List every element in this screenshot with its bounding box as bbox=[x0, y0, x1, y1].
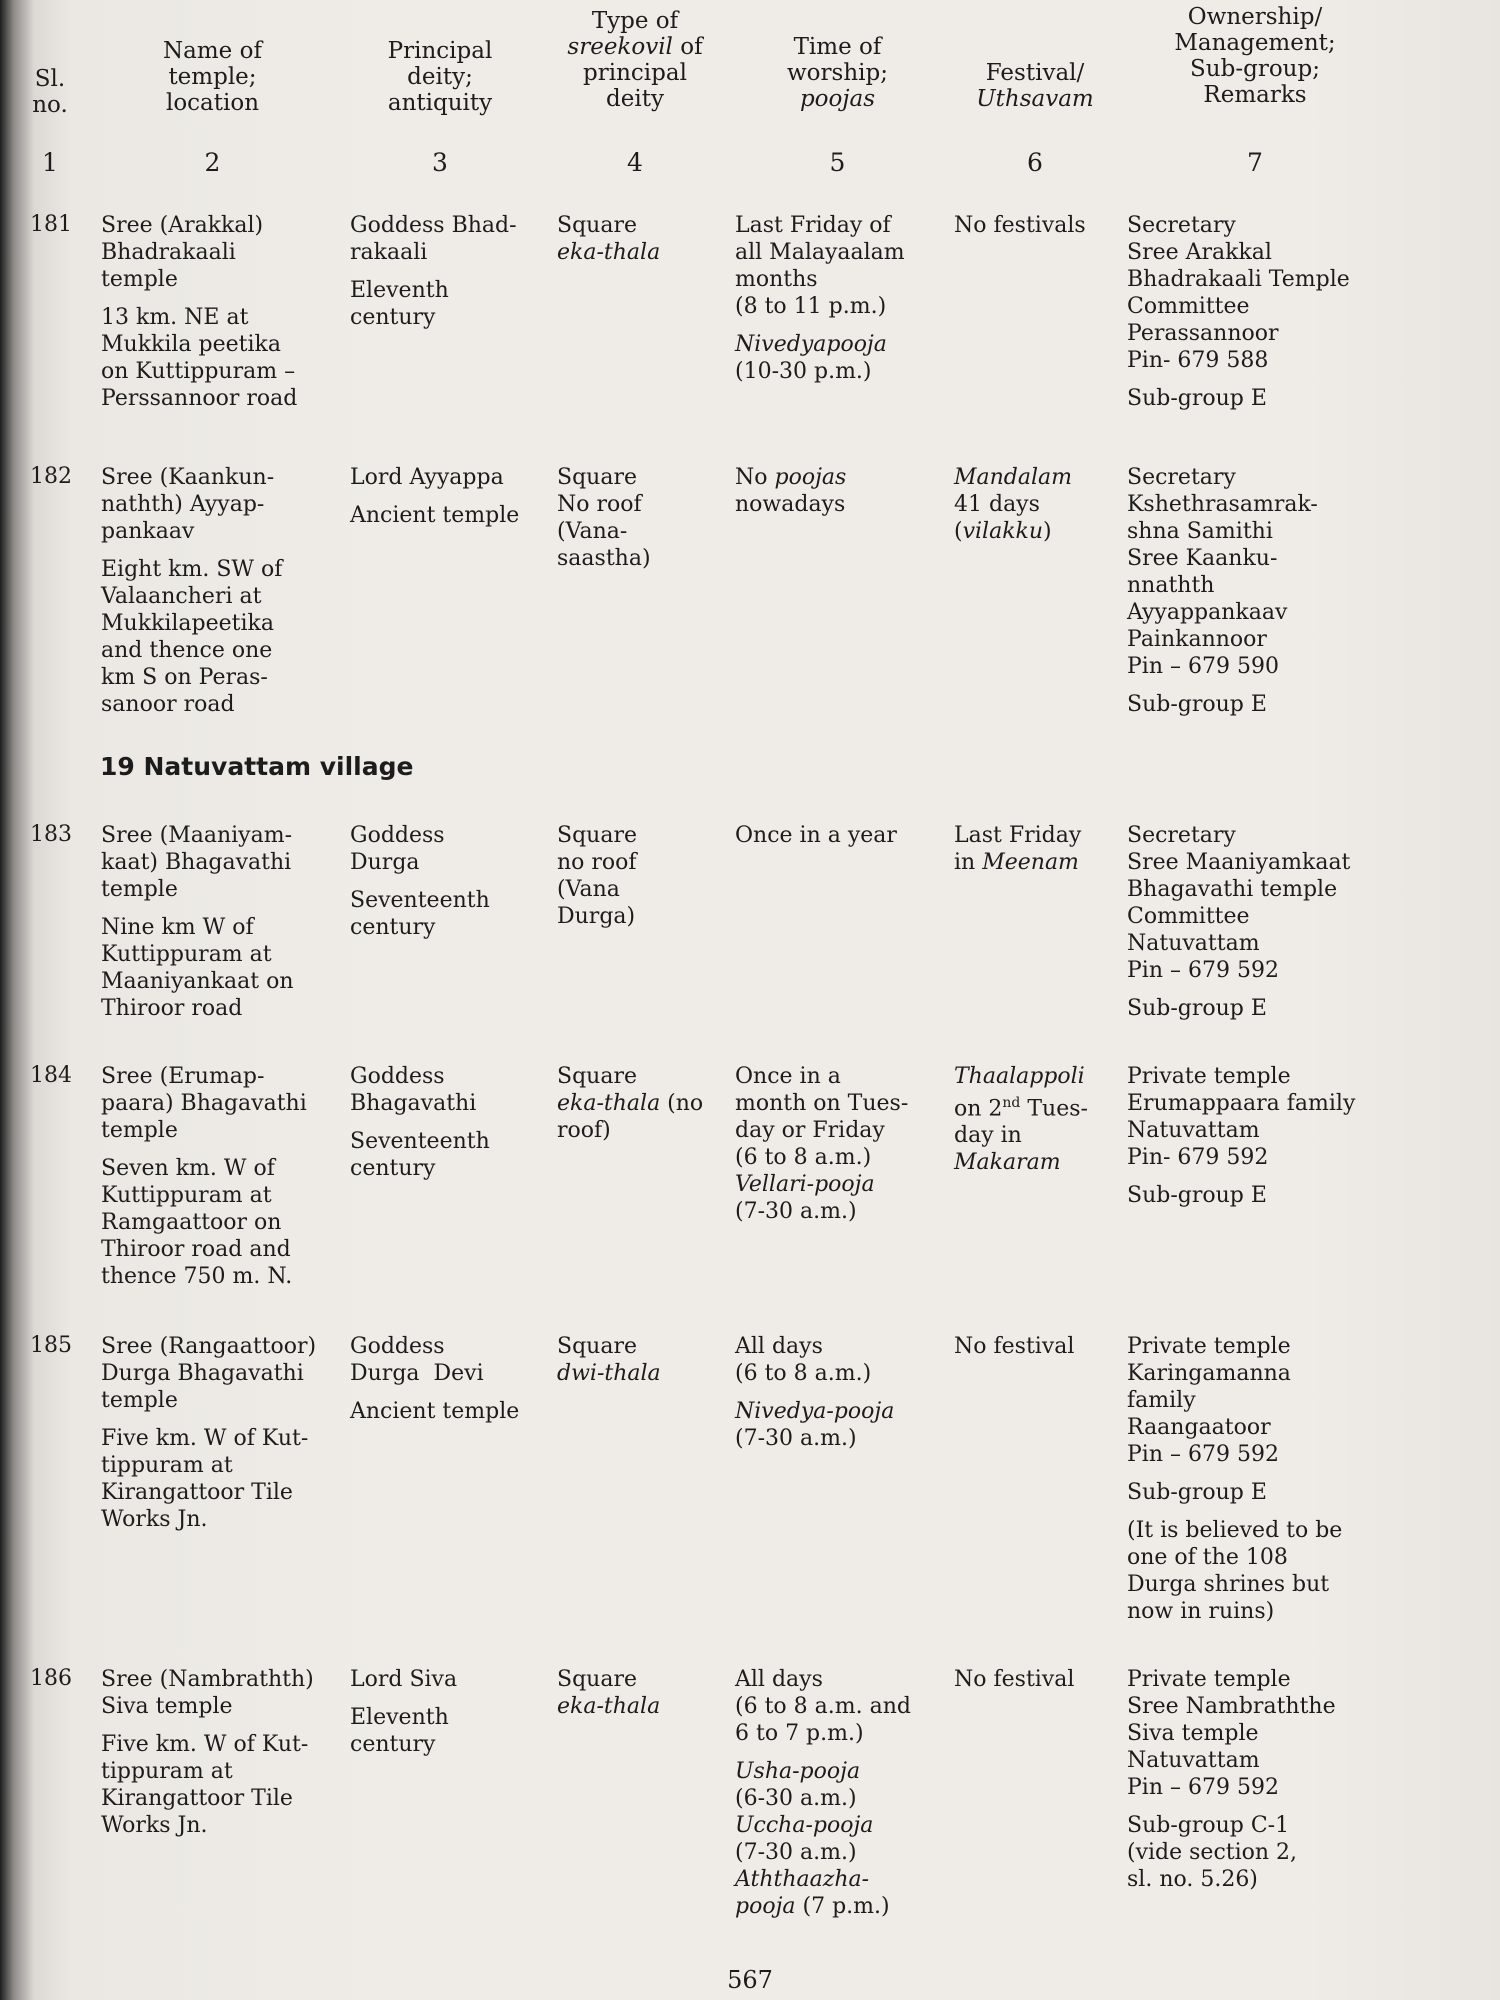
temple-name bbox=[101, 1666, 314, 1720]
line: No festival bbox=[954, 1334, 1075, 1359]
line: temple bbox=[101, 267, 178, 292]
line: Painkannoor bbox=[1127, 627, 1267, 652]
line: No roof bbox=[557, 492, 642, 517]
line: tippuram at bbox=[101, 1453, 233, 1478]
line: Committee bbox=[1127, 904, 1250, 929]
worship-schedule bbox=[735, 212, 905, 320]
deity-antiquity bbox=[350, 822, 490, 941]
deity-antiquity bbox=[350, 1666, 457, 1758]
line: Eleventh bbox=[350, 1705, 449, 1730]
antiquity bbox=[350, 277, 517, 331]
line: Sree Arakkal bbox=[1127, 240, 1272, 265]
line: Durga bbox=[350, 850, 420, 875]
line: Square bbox=[557, 465, 637, 490]
line: (6 to 8 a.m.) bbox=[735, 1361, 872, 1386]
line: Bhagavathi temple bbox=[1127, 877, 1338, 902]
temple-name bbox=[101, 1333, 316, 1414]
line: Natuvattam bbox=[1127, 1748, 1260, 1773]
line: one of the 108 bbox=[1127, 1545, 1288, 1570]
line: shna Samithi bbox=[1127, 519, 1273, 544]
line: Seventeenth bbox=[350, 1129, 490, 1154]
owner bbox=[1127, 464, 1318, 680]
serial-number: 183 bbox=[30, 822, 72, 847]
temple-location bbox=[101, 1731, 314, 1839]
line: Bhadrakaali bbox=[101, 240, 236, 265]
line: Works Jn. bbox=[101, 1507, 208, 1532]
line: (6 to 8 a.m. and bbox=[735, 1694, 911, 1719]
antiquity bbox=[350, 887, 490, 941]
temple-location bbox=[101, 914, 294, 1022]
line: Square bbox=[557, 1667, 637, 1692]
line: Aththaazha- bbox=[735, 1867, 870, 1892]
line: Makaram bbox=[954, 1150, 1061, 1176]
deity: Lord Ayyappa bbox=[350, 465, 504, 490]
header-text: temple; bbox=[168, 64, 257, 90]
line: months bbox=[735, 267, 818, 292]
deity-antiquity bbox=[350, 1333, 519, 1425]
temple-name-location bbox=[101, 1063, 307, 1290]
subgroup: Sub-group E bbox=[1127, 386, 1267, 411]
line: century bbox=[350, 1732, 436, 1757]
subgroup: Sub-group E bbox=[1127, 996, 1267, 1021]
worship-time bbox=[735, 1666, 911, 1920]
line: 13 km. NE at bbox=[101, 305, 249, 330]
subgroup: Sub-group E bbox=[1127, 1480, 1267, 1505]
line: Goddess bbox=[350, 1334, 445, 1359]
worship-time bbox=[735, 822, 897, 849]
line: Private temple bbox=[1127, 1667, 1291, 1692]
temple-name-location bbox=[101, 212, 297, 412]
line: Ayyappankaav bbox=[1127, 600, 1288, 625]
header-sl-no bbox=[20, 66, 80, 118]
line: now in ruins) bbox=[1127, 1599, 1275, 1624]
temple-location bbox=[101, 1425, 316, 1533]
sreekovil-type bbox=[557, 1333, 661, 1387]
line: tippuram at bbox=[101, 1759, 233, 1784]
worship-schedule bbox=[735, 1333, 894, 1387]
header-text: deity; bbox=[407, 64, 473, 90]
column-number: 7 bbox=[1247, 148, 1263, 177]
owner bbox=[1127, 1063, 1355, 1171]
line: nnathth bbox=[1127, 573, 1215, 598]
line: eka-thala bbox=[557, 1694, 661, 1719]
header-text: Time of bbox=[793, 34, 882, 60]
ownership bbox=[1127, 1063, 1355, 1209]
line: Kuttippuram at bbox=[101, 1183, 272, 1208]
serial-number: 184 bbox=[30, 1063, 72, 1088]
header-italic: poojas bbox=[799, 86, 876, 112]
column-number: 6 bbox=[1027, 148, 1043, 177]
header-name-location bbox=[120, 38, 305, 116]
line: (6 to 8 a.m.) bbox=[735, 1145, 872, 1170]
header-text: no. bbox=[32, 92, 68, 118]
line: Perassannoor bbox=[1127, 321, 1279, 346]
line: Bhadrakaali Temple bbox=[1127, 267, 1350, 292]
line: Ramgaattoor on bbox=[101, 1210, 282, 1235]
line: No festival bbox=[954, 1667, 1075, 1692]
line: Committee bbox=[1127, 294, 1250, 319]
line: Goddess bbox=[350, 1064, 445, 1089]
deity bbox=[350, 822, 490, 876]
antiquity bbox=[350, 1128, 490, 1182]
superscript: nd bbox=[1002, 1095, 1021, 1111]
line: rakaali bbox=[350, 240, 428, 265]
column-number: 1 bbox=[42, 148, 58, 177]
ownership bbox=[1127, 822, 1350, 1022]
line: Last Friday bbox=[954, 823, 1082, 848]
line: Raangaatoor bbox=[1127, 1415, 1271, 1440]
column-number: 2 bbox=[204, 148, 221, 177]
header-text: Sub-group; bbox=[1190, 56, 1320, 82]
line: Thiroor road bbox=[101, 996, 243, 1021]
line: nathth) Ayyap- bbox=[101, 492, 265, 517]
line: Perssannoor road bbox=[101, 386, 298, 411]
line: Kshethrasamrak- bbox=[1127, 492, 1318, 517]
line: Private temple bbox=[1127, 1334, 1291, 1359]
line: Natuvattam bbox=[1127, 931, 1260, 956]
worship-time bbox=[735, 212, 905, 385]
serial-number: 181 bbox=[30, 212, 72, 237]
ownership bbox=[1127, 1333, 1342, 1625]
line: Kirangattoor Tile bbox=[101, 1480, 293, 1505]
line: temple bbox=[101, 877, 178, 902]
header-text: Management; bbox=[1174, 30, 1336, 56]
line: Durga Bhagavathi bbox=[101, 1361, 304, 1386]
temple-location bbox=[101, 304, 297, 412]
line: Last Friday of bbox=[735, 213, 891, 238]
header-ownership bbox=[1130, 4, 1380, 108]
line: dwi-thala bbox=[557, 1361, 661, 1386]
line: Private temple bbox=[1127, 1064, 1291, 1089]
column-number: 5 bbox=[829, 148, 846, 177]
header-text: Sl. bbox=[34, 66, 66, 92]
line: (6-30 a.m.) bbox=[735, 1786, 857, 1811]
temple-name-location bbox=[101, 822, 294, 1022]
header-text: principal bbox=[583, 60, 687, 86]
header-text: of bbox=[672, 34, 703, 60]
line: Sub-group C-1 bbox=[1127, 1813, 1290, 1838]
deity bbox=[350, 1333, 519, 1387]
header-text: Remarks bbox=[1203, 82, 1307, 108]
line: Sree (Arakkal) bbox=[101, 213, 264, 238]
line: Pin – 679 592 bbox=[1127, 958, 1279, 983]
line: and thence one bbox=[101, 638, 273, 663]
subgroup: Sub-group E bbox=[1127, 1183, 1267, 1208]
antiquity: Ancient temple bbox=[350, 1399, 520, 1424]
line: 6 to 7 p.m.) bbox=[735, 1721, 864, 1746]
line: Pin – 679 592 bbox=[1127, 1775, 1279, 1800]
line: Once in a year bbox=[735, 823, 897, 848]
line: Pin – 679 592 bbox=[1127, 1442, 1279, 1467]
line: Once in a bbox=[735, 1064, 841, 1089]
header-text: worship; bbox=[787, 60, 888, 86]
header-text: Type of bbox=[591, 8, 679, 34]
header-text: deity bbox=[606, 86, 664, 112]
line: All days bbox=[735, 1667, 823, 1692]
temple-location bbox=[101, 1155, 307, 1290]
line: (vide section 2, bbox=[1127, 1840, 1298, 1865]
line: No bbox=[735, 465, 775, 490]
line: Eleventh bbox=[350, 278, 449, 303]
line: pankaav bbox=[101, 519, 195, 544]
line: Thiroor road and bbox=[101, 1237, 291, 1262]
line: Square bbox=[557, 1334, 637, 1359]
header-sreekovil-type bbox=[545, 8, 725, 112]
line: Goddess bbox=[350, 823, 445, 848]
line: Tues- bbox=[1020, 1096, 1088, 1122]
section-heading: 19 Natuvattam village bbox=[100, 752, 414, 781]
line: Valaancheri at bbox=[101, 584, 262, 609]
header-text bbox=[950, 86, 1120, 112]
line: century bbox=[350, 1156, 436, 1181]
line: sanoor road bbox=[101, 692, 235, 717]
line: (7 p.m.) bbox=[795, 1894, 890, 1919]
line: on Kuttippuram – bbox=[101, 359, 296, 384]
header-text: Principal bbox=[387, 38, 493, 64]
line: Sree Maaniyamkaat bbox=[1127, 850, 1351, 875]
temple-name-location bbox=[101, 1666, 314, 1839]
header-text: Festival/ bbox=[985, 60, 1085, 86]
header-festival bbox=[950, 60, 1120, 112]
line: vilakku bbox=[962, 519, 1044, 544]
serial-number: 182 bbox=[30, 464, 72, 489]
sreekovil-type bbox=[557, 1666, 660, 1720]
line: eka-thala bbox=[557, 1091, 661, 1116]
pooja bbox=[735, 1758, 911, 1920]
serial-number: 186 bbox=[30, 1666, 72, 1691]
deity-antiquity bbox=[350, 1063, 490, 1182]
line: Vellari-pooja bbox=[735, 1172, 875, 1197]
line: Seventeenth bbox=[350, 888, 490, 913]
header-deity-antiquity bbox=[350, 38, 530, 116]
festival: Mandalam 41 days (vilakku) bbox=[954, 465, 1073, 544]
festival bbox=[954, 1666, 1074, 1693]
line: (10-30 p.m.) bbox=[735, 359, 872, 384]
line: Goddess Bhad- bbox=[350, 213, 517, 238]
line: kaat) Bhagavathi bbox=[101, 850, 292, 875]
line: Works Jn. bbox=[101, 1813, 208, 1838]
deity-antiquity bbox=[350, 464, 519, 529]
line: Sree (Maaniyam- bbox=[101, 823, 293, 848]
header-italic: sreekovil bbox=[567, 34, 673, 60]
line: temple bbox=[101, 1388, 178, 1413]
header-text: Name of bbox=[163, 38, 262, 64]
line: Square bbox=[557, 1064, 637, 1089]
owner bbox=[1127, 1666, 1336, 1801]
line: Bhagavathi bbox=[350, 1091, 477, 1116]
line: Erumappaara family bbox=[1127, 1091, 1356, 1116]
owner bbox=[1127, 822, 1350, 984]
festival bbox=[954, 1063, 1088, 1176]
line: saastha) bbox=[557, 546, 651, 571]
line: sl. no. 5.26) bbox=[1127, 1867, 1258, 1892]
line: Sree (Nambrathth) bbox=[101, 1667, 314, 1692]
ownership bbox=[1127, 212, 1350, 412]
temple-name-location bbox=[101, 1333, 316, 1533]
line: Nivedyapooja bbox=[735, 332, 887, 357]
line: Mukkilapeetika bbox=[101, 611, 274, 636]
header-text: antiquity bbox=[387, 90, 493, 116]
line: Sree (Kaankun- bbox=[101, 465, 275, 490]
line: Secretary bbox=[1127, 213, 1236, 238]
line: Nivedya-pooja bbox=[735, 1399, 895, 1424]
header-time-worship bbox=[745, 34, 930, 112]
column-number: 3 bbox=[432, 148, 448, 177]
line: month on Tues- bbox=[735, 1091, 909, 1116]
line: Durga Devi bbox=[350, 1361, 484, 1386]
line: Nine km W of bbox=[101, 915, 254, 940]
line: Secretary bbox=[1127, 823, 1236, 848]
line: Mandalam bbox=[954, 465, 1073, 490]
line: Usha-pooja bbox=[735, 1759, 861, 1784]
line: Sree Kaanku- bbox=[1127, 546, 1278, 571]
line: roof) bbox=[557, 1118, 611, 1143]
temple-name-location bbox=[101, 464, 282, 718]
line: (7-30 a.m.) bbox=[735, 1199, 857, 1224]
pooja bbox=[735, 1398, 894, 1452]
temple-name bbox=[101, 464, 282, 545]
line: family bbox=[1127, 1388, 1196, 1413]
worship-time bbox=[735, 464, 846, 518]
line: (7-30 a.m.) bbox=[735, 1840, 857, 1865]
header-text: Ownership/ bbox=[1187, 4, 1323, 30]
line: Square bbox=[557, 213, 637, 238]
ownership bbox=[1127, 464, 1318, 718]
line: century bbox=[350, 305, 436, 330]
worship-schedule bbox=[735, 1666, 911, 1747]
antiquity: Ancient temple bbox=[350, 503, 520, 528]
line: on 2 bbox=[954, 1096, 1003, 1122]
line: Siva temple bbox=[101, 1694, 233, 1719]
line: Durga shrines but bbox=[1127, 1572, 1330, 1597]
temple-name bbox=[101, 822, 294, 903]
line: Sree (Rangaattoor) bbox=[101, 1334, 317, 1359]
subgroup: Sub-group E bbox=[1127, 692, 1267, 717]
owner bbox=[1127, 212, 1350, 374]
deity-antiquity bbox=[350, 212, 517, 331]
line: Eight km. SW of bbox=[101, 557, 283, 582]
column-number: 4 bbox=[627, 148, 643, 177]
header-text bbox=[745, 86, 930, 112]
line: Pin- 679 588 bbox=[1127, 348, 1269, 373]
temple-location bbox=[101, 556, 282, 718]
line: in bbox=[954, 850, 983, 875]
line: century bbox=[350, 915, 436, 940]
line: Secretary bbox=[1127, 465, 1236, 490]
line: all Malayaalam bbox=[735, 240, 905, 265]
deity bbox=[350, 212, 517, 266]
sreekovil-type bbox=[557, 212, 660, 266]
sreekovil-type bbox=[557, 822, 637, 930]
remarks bbox=[1127, 1517, 1342, 1625]
line: (7-30 a.m.) bbox=[735, 1426, 857, 1451]
temple-name bbox=[101, 212, 297, 293]
line: Kirangattoor Tile bbox=[101, 1786, 293, 1811]
line: (It is believed to be bbox=[1127, 1518, 1343, 1543]
festival bbox=[954, 822, 1081, 876]
deity: Lord Siva bbox=[350, 1667, 458, 1692]
line: Pin – 679 590 bbox=[1127, 654, 1279, 679]
line: day in bbox=[954, 1123, 1022, 1149]
header-text bbox=[545, 34, 725, 60]
line: (Vana bbox=[557, 877, 620, 902]
line: Kuttippuram at bbox=[101, 942, 272, 967]
worship-time bbox=[735, 1333, 894, 1452]
line: Natuvattam bbox=[1127, 1118, 1260, 1143]
line: Karingamanna bbox=[1127, 1361, 1291, 1386]
line: No festivals bbox=[954, 213, 1086, 238]
line: Sree (Erumap- bbox=[101, 1064, 265, 1089]
line: Siva temple bbox=[1127, 1721, 1259, 1746]
worship-time bbox=[735, 1063, 908, 1225]
festival bbox=[954, 212, 1086, 239]
pooja bbox=[735, 331, 905, 385]
line: Five km. W of Kut- bbox=[101, 1426, 309, 1451]
line: Sree Nambraththe bbox=[1127, 1694, 1336, 1719]
deity bbox=[350, 1063, 490, 1117]
line: Maaniyankaat on bbox=[101, 969, 294, 994]
line: eka-thala bbox=[557, 240, 661, 265]
line: 41 days bbox=[954, 492, 1040, 517]
ownership bbox=[1127, 1666, 1336, 1893]
sreekovil-type bbox=[557, 464, 651, 572]
page-number: 567 bbox=[727, 1966, 773, 1994]
line: Seven km. W of bbox=[101, 1156, 275, 1181]
line: Mukkila peetika bbox=[101, 332, 281, 357]
line: pooja bbox=[735, 1894, 796, 1919]
line: Pin- 679 592 bbox=[1127, 1145, 1269, 1170]
line: paara) Bhagavathi bbox=[101, 1091, 307, 1116]
line: nowadays bbox=[735, 492, 846, 517]
temple-name bbox=[101, 1063, 307, 1144]
sreekovil-type bbox=[557, 1063, 703, 1144]
line: Uccha-pooja bbox=[735, 1813, 874, 1838]
line: Square bbox=[557, 823, 637, 848]
line: poojas bbox=[774, 465, 847, 490]
line: day or Friday bbox=[735, 1118, 885, 1143]
line: (8 to 11 p.m.) bbox=[735, 294, 887, 319]
line: thence 750 m. N. bbox=[101, 1264, 293, 1289]
line: no roof bbox=[557, 850, 637, 875]
line: km S on Peras- bbox=[101, 665, 268, 690]
header-italic: Uthsavam bbox=[976, 86, 1094, 112]
line: (no bbox=[660, 1091, 704, 1116]
line: temple bbox=[101, 1118, 178, 1143]
serial-number: 185 bbox=[30, 1333, 72, 1358]
line: Thaalappoli bbox=[954, 1064, 1085, 1089]
line: Five km. W of Kut- bbox=[101, 1732, 309, 1757]
header-text: location bbox=[165, 90, 260, 116]
line: Meenam bbox=[982, 850, 1079, 875]
owner bbox=[1127, 1333, 1342, 1468]
line: (Vana- bbox=[557, 519, 628, 544]
festival bbox=[954, 1333, 1074, 1360]
subgroup bbox=[1127, 1812, 1336, 1893]
line: All days bbox=[735, 1334, 823, 1359]
line: Durga) bbox=[557, 904, 636, 929]
antiquity bbox=[350, 1704, 457, 1758]
